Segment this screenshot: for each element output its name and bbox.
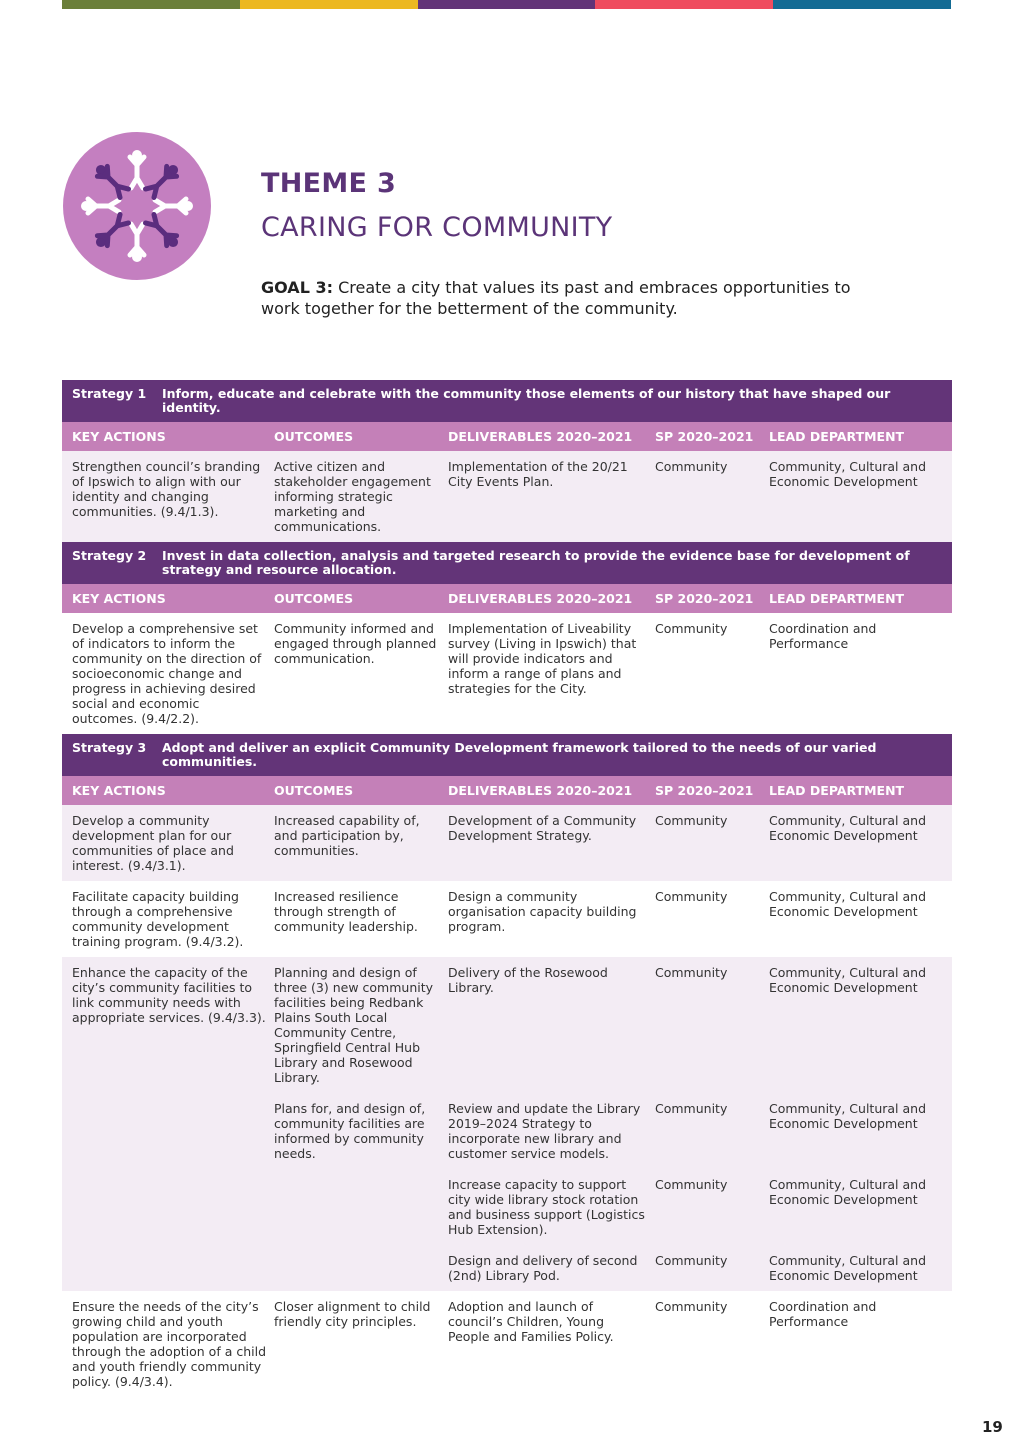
goal-label: GOAL 3: bbox=[261, 278, 333, 297]
outcome-block bbox=[274, 1093, 941, 1291]
column-header: KEY ACTIONS bbox=[72, 429, 166, 444]
column-header-row bbox=[62, 422, 952, 451]
color-bar-yellow bbox=[240, 0, 418, 9]
people-circle-icon bbox=[63, 132, 211, 280]
deliverable: Design a community organisation capacity building program. bbox=[448, 889, 637, 934]
outcome: Active citizen and stakeholder engagement informing strategic marketing and communications. bbox=[274, 459, 431, 534]
key-action: Enhance the capacity of the city’s community facilities to link community needs with appropriate services. (9.4/3.3). bbox=[72, 965, 266, 1025]
outcome: Planning and design of three (3) new community facilities being Redbank Plains South Local Community Centre, Springfield Central Hub Library and Rosewood Library. bbox=[274, 965, 434, 1085]
outcome: Increased resilience through strength of community leadership. bbox=[274, 889, 418, 934]
deliverable: Delivery of the Rosewood Library. bbox=[448, 965, 608, 995]
sp: Community bbox=[655, 1299, 728, 1314]
strategy-header bbox=[62, 542, 952, 584]
lead-department: Coordination and Performance bbox=[769, 621, 877, 651]
sp: Community bbox=[655, 1177, 728, 1192]
deliverable-item bbox=[448, 1093, 941, 1169]
sp: Community bbox=[655, 965, 728, 980]
strategy-label: Strategy 2 bbox=[72, 548, 147, 563]
strategy-header bbox=[62, 734, 952, 776]
key-action: Develop a comprehensive set of indicators to inform the community on the direction of socioeconomic change and progress in achieving desired social and economic outcomes. (9.4/2.2). bbox=[72, 621, 262, 726]
column-header: OUTCOMES bbox=[274, 429, 354, 444]
strategy-text: Invest in data collection, analysis and targeted research to provide the evidence base for development of strategy and resource allocation. bbox=[162, 548, 910, 577]
column-header: SP 2020–2021 bbox=[655, 429, 754, 444]
deliverable-item bbox=[448, 1169, 941, 1245]
goal-text: Create a city that values its past and embraces opportunities to work together for the betterment of the community. bbox=[261, 278, 851, 318]
table-row bbox=[62, 881, 952, 957]
strategy-text: Inform, educate and celebrate with the community those elements of our history that have shaped our identity. bbox=[162, 386, 891, 415]
table-row bbox=[62, 1291, 952, 1397]
column-header-row bbox=[62, 776, 952, 805]
deliverable: Implementation of Liveability survey (Living in Ipswich) that will provide indicators and inform a range of plans and strategies for the City. bbox=[448, 621, 637, 696]
lead-department: Community, Cultural and Economic Development bbox=[769, 889, 927, 919]
lead-department: Community, Cultural and Economic Development bbox=[769, 1101, 927, 1131]
deliverable-list bbox=[448, 1093, 941, 1291]
deliverable: Adoption and launch of council’s Children, Young People and Families Policy. bbox=[448, 1299, 614, 1344]
sp: Community bbox=[655, 459, 728, 474]
color-bar-red bbox=[595, 0, 773, 9]
lead-department: Coordination and Performance bbox=[769, 1299, 877, 1329]
deliverable: Review and update the Library 2019–2024 Strategy to incorporate new library and customer service models. bbox=[448, 1101, 641, 1161]
key-action: Develop a community development plan for our communities of place and interest. (9.4/3.1). bbox=[72, 813, 234, 873]
column-header: KEY ACTIONS bbox=[72, 591, 166, 606]
outcome: Closer alignment to child friendly city principles. bbox=[274, 1299, 431, 1329]
color-bar-purple bbox=[418, 0, 596, 9]
color-bar-blue bbox=[773, 0, 951, 9]
sp: Community bbox=[655, 813, 728, 828]
sp: Community bbox=[655, 1101, 728, 1116]
theme-number: THEME 3 bbox=[261, 168, 397, 199]
sp: Community bbox=[655, 1253, 728, 1268]
table-row bbox=[62, 613, 952, 734]
column-header: DELIVERABLES 2020–2021 bbox=[448, 591, 633, 606]
column-header-row bbox=[62, 584, 952, 613]
lead-department: Community, Cultural and Economic Development bbox=[769, 459, 927, 489]
column-header: SP 2020–2021 bbox=[655, 783, 754, 798]
column-header: KEY ACTIONS bbox=[72, 783, 166, 798]
deliverable: Implementation of the 20/21 City Events Plan. bbox=[448, 459, 628, 489]
column-header: OUTCOMES bbox=[274, 783, 354, 798]
strategy-label: Strategy 3 bbox=[72, 740, 147, 755]
lead-department: Community, Cultural and Economic Development bbox=[769, 813, 927, 843]
color-bar-green bbox=[62, 0, 240, 9]
outcome-group bbox=[274, 957, 941, 1291]
column-header: LEAD DEPARTMENT bbox=[769, 429, 905, 444]
deliverable: Design and delivery of second (2nd) Library Pod. bbox=[448, 1253, 638, 1283]
key-action: Facilitate capacity building through a comprehensive community development training program. (9.4/3.2). bbox=[72, 889, 244, 949]
outcome: Community informed and engaged through planned communication. bbox=[274, 621, 437, 666]
table-row bbox=[62, 805, 952, 881]
color-bar bbox=[62, 0, 951, 9]
outcome: Plans for, and design of, community facilities are informed by community needs. bbox=[274, 1101, 426, 1161]
lead-department: Community, Cultural and Economic Development bbox=[769, 1253, 927, 1283]
lead-department: Community, Cultural and Economic Development bbox=[769, 1177, 927, 1207]
column-header: OUTCOMES bbox=[274, 591, 354, 606]
strategy-text: Adopt and deliver an explicit Community Development framework tailored to the needs of our varied communities. bbox=[162, 740, 877, 769]
theme-title: CARING FOR COMMUNITY bbox=[261, 212, 613, 243]
column-header: LEAD DEPARTMENT bbox=[769, 591, 905, 606]
key-action: Strengthen council’s branding of Ipswich to align with our identity and changing communities. (9.4/1.3). bbox=[72, 459, 261, 519]
action-table bbox=[62, 380, 952, 1397]
table-row bbox=[62, 957, 952, 1291]
lead-department: Community, Cultural and Economic Development bbox=[769, 965, 927, 995]
strategy-label: Strategy 1 bbox=[72, 386, 147, 401]
outcome-block bbox=[274, 957, 941, 1093]
outcome: Increased capability of, and participation by, communities. bbox=[274, 813, 420, 858]
column-header: DELIVERABLES 2020–2021 bbox=[448, 429, 633, 444]
goal-statement bbox=[261, 277, 881, 319]
sp: Community bbox=[655, 889, 728, 904]
column-header: LEAD DEPARTMENT bbox=[769, 783, 905, 798]
page-number: 19 bbox=[982, 1418, 1003, 1436]
deliverable-item bbox=[448, 1245, 941, 1291]
column-header: SP 2020–2021 bbox=[655, 591, 754, 606]
column-header: DELIVERABLES 2020–2021 bbox=[448, 783, 633, 798]
deliverable: Increase capacity to support city wide library stock rotation and business support (Logistics Hub Extension). bbox=[448, 1177, 645, 1237]
key-action: Ensure the needs of the city’s growing child and youth population are incorporated through the adoption of a child and youth friendly community policy. (9.4/3.4). bbox=[72, 1299, 267, 1389]
sp: Community bbox=[655, 621, 728, 636]
table-row bbox=[62, 451, 952, 542]
deliverable: Development of a Community Development Strategy. bbox=[448, 813, 637, 843]
strategy-header bbox=[62, 380, 952, 422]
